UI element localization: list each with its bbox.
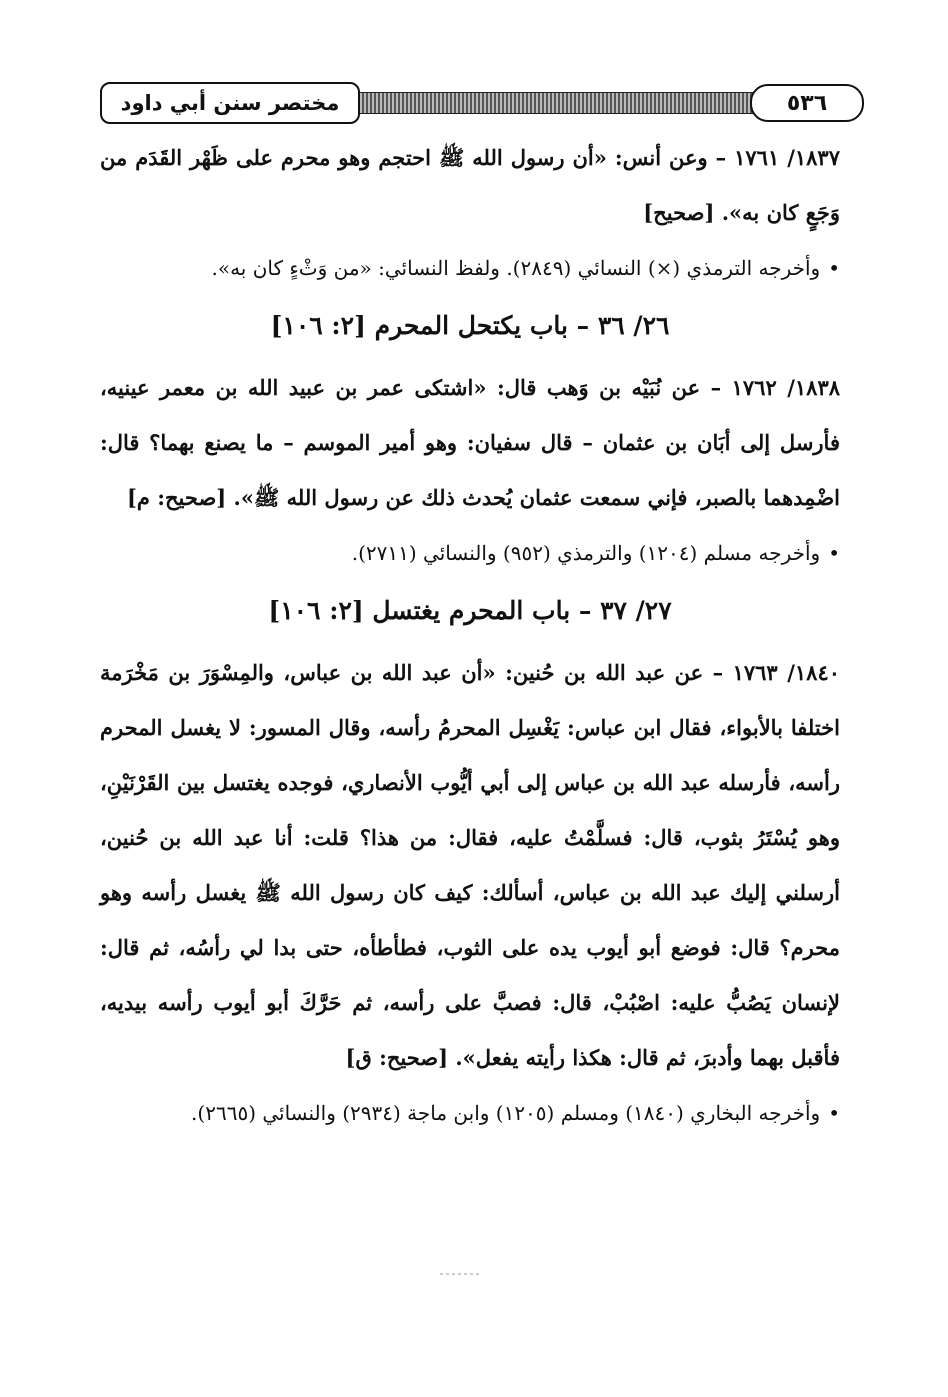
chapter-heading-36: ٢٦/ ٣٦ – باب يكتحل المحرم [٢: ١٠٦] — [270, 311, 670, 340]
hadith-1838: ١٨٣٨/ ١٧٦٢ – عن نُبَيْه بن وَهب قال: «اشتكى عمر بن عبيد الله بن معمر عينيه، فأرسل إلى أبَان بن عثمان – قال سفيان: وهو أمير الموسم – ما يصنع بهما؟ قال: اضْمِدهما بالصبر، فإني سمعت عثمان يُحدث ذلك عن رسول الله ﷺ». [صحيح: م] — [100, 375, 841, 510]
takhrij-note-1 — [100, 246, 840, 290]
scan-artifact-dots — [440, 1273, 480, 1275]
note-text: وأخرجه مسلم (١٢٠٤) والترمذي (٩٥٢) والنسائي (٢٧١١). — [351, 541, 821, 565]
bullet-icon: • — [828, 256, 840, 280]
book-title: مختصر سنن أبي داود — [100, 82, 360, 124]
bullet-icon: • — [828, 1101, 840, 1125]
takhrij-note-2 — [100, 531, 840, 575]
note-text: وأخرجه البخاري (١٨٤٠) ومسلم (١٢٠٥) وابن ماجة (٢٩٣٤) والنسائي (٢٦٦٥). — [191, 1101, 821, 1125]
takhrij-note-3 — [100, 1091, 840, 1135]
page-header — [100, 78, 870, 124]
hadith-1840: ١٨٤٠/ ١٧٦٣ – عن عبد الله بن حُنين: «أن عبد الله بن عباس، والمِسْوَرَ بن مَخْرَمة اختلفا بالأبواء، فقال ابن عباس: يَغْسِل المحرمُ رأسه، وقال المسور: لا يغسل المحرم رأسه، فأرسله عبد الله بن عباس إلى أبي أيُّوب الأنصاري، فوجده يغتسل بين القَرْنَيْنِ، وهو يُسْتَرُ بثوب، قال: فسلَّمْتُ عليه، فقال: من هذا؟ قلت: أنا عبد الله بن حُنين، أرسلني إليك عبد الله بن عباس، أسألك: كيف كان رسول الله ﷺ يغسل رأسه وهو محرم؟ قال: فوضع أبو أيوب يده على الثوب، فطأطأه، حتى بدا لي رأسُه، ثم قال: لإنسان يَصُبُّ عليه: اصْبُبْ، قال: فصبَّ على رأسه، ثم حَرَّكَ أبو أيوب رأسه بيديه، فأقبل بهما وأدبرَ، ثم قال: هكذا رأيته يفعل». [صحيح: ق] — [100, 660, 841, 1070]
bullet-icon: • — [828, 541, 840, 565]
page-body — [100, 130, 840, 1143]
page-number: ٥٣٦ — [750, 84, 864, 122]
note-text: وأخرجه الترمذي (×) النسائي (٢٨٤٩). ولفظ النسائي: «من وَثْءٍ كان به». — [211, 256, 821, 280]
hadith-1837: ١٨٣٧/ ١٧٦١ – وعن أنس: «أن رسول الله ﷺ احتجم وهو محرم على ظَهْر القَدَم من وَجَعٍ كان به». [صحيح] — [100, 145, 840, 225]
chapter-heading-37: ٢٧/ ٣٧ – باب المحرم يغتسل [٢: ١٠٦] — [268, 596, 672, 625]
